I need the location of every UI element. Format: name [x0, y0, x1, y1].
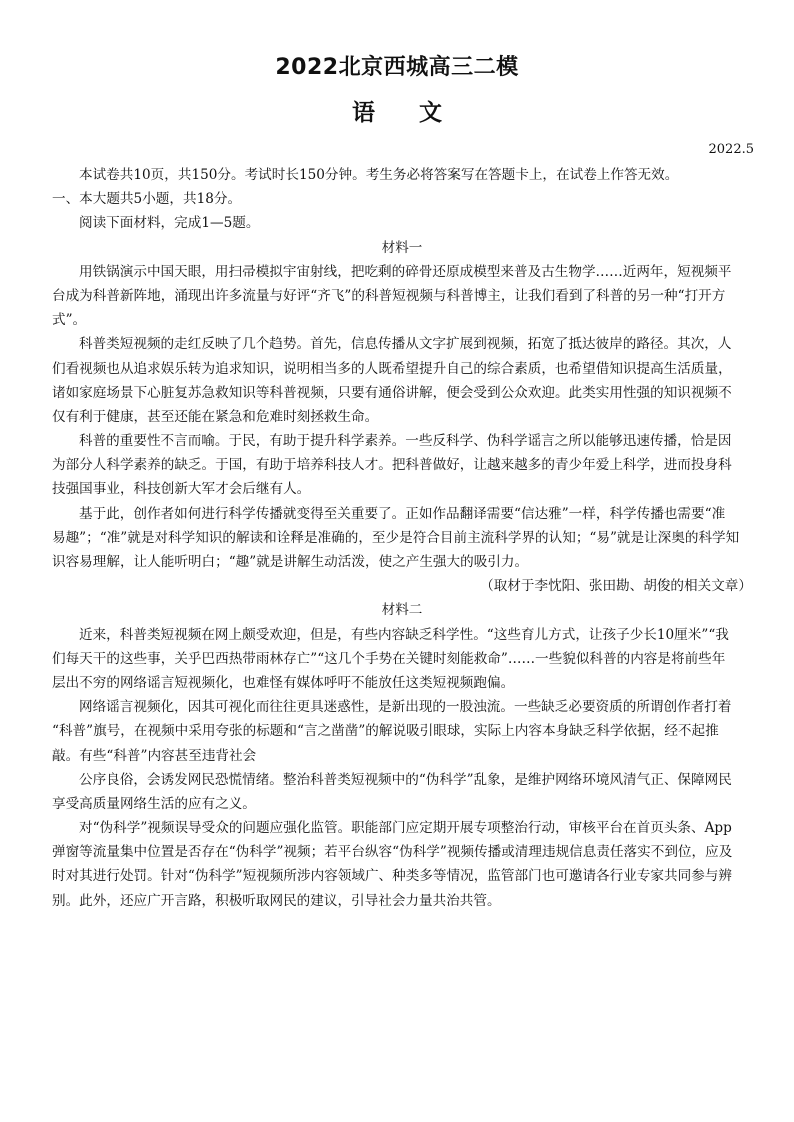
- material-2-line: 网络谣言视频化，因其可视化而往往更具迷惑性，是新出现的一股浊流。一些缺乏必要资质的所谓创作者打着: [79, 699, 732, 716]
- exam-date: 2022.5: [708, 142, 754, 157]
- material-1-line: 用铁锅演示中国天眼，用扫帚模拟宇宙射线，把吃剩的碎骨还原成模型来普及古生物学……近两年，短视频平: [79, 263, 732, 280]
- material-2-line: 敲。有些“科普”内容甚至违背社会: [52, 747, 257, 764]
- material-1-line: 科普类短视频的走红反映了几个趋势。首先，信息传播从文字扩展到视频，拓宽了抵达彼岸的路径。其次，人: [79, 336, 732, 353]
- material-1-line: 识容易理解，让人能听明白；“趣”就是讲解生动活泼，使之产生强大的吸引力。: [52, 554, 529, 570]
- material-2-line: 别。此外，还应广开言路，积极听取网民的建议，引导社会力量共治共管。: [52, 892, 501, 909]
- material-1-line: 易趣”；“准”就是对科学知识的解读和诠释是准确的，至少是符合目前主流科学界的认知；“易”就是让深奥的科学知: [52, 529, 740, 546]
- material-2-line: 近来，科普类短视频在网上颇受欢迎，但是，有些内容缺乏科学性。“这些育儿方式，让孩子少长10厘米”“我: [79, 626, 729, 643]
- reading-prompt: 阅读下面材料，完成1—5题。: [79, 215, 260, 232]
- material-2-line: 享受高质量网络生活的应有之义。: [52, 795, 256, 812]
- material-1-line: 技强国事业，科技创新大军才会后继有人。: [52, 481, 311, 498]
- material-1-line: 诸如家庭场景下心脏复苏急救知识等科普视频，只要有通俗讲解，便会受到公众欢迎。此类实用性强的知识视频不: [52, 384, 732, 401]
- material-2-line: 们每天干的这些事，关乎巴西热带雨林存亡”“这几个手势在关键时刻能救命”……一些貌似科普的内容是将前些年: [52, 650, 726, 667]
- material-1-line: 台成为科普新阵地，涌现出许多流量与好评“齐飞”的科普短视频与科普博主，让我们看到了科普的另一种“打开方: [52, 287, 726, 304]
- material-1-line: 仅有利于健康，甚至还能在紧急和危难时刻拯救生命。: [52, 408, 379, 425]
- exam-note: 本试卷共10页，共150分。考试时长150分钟。考生务必将答案写在答题卡上，在试卷上作答无效。: [79, 167, 679, 183]
- material-2-line: 公序良俗，会诱发网民恐慌情绪。整治科普类短视频中的“伪科学”乱象，是维护网络环境风清气正、保障网民: [79, 771, 732, 788]
- material-1-line: 为部分人科学素养的缺乏。于国，有助于培养科技人才。把科普做好，让越来越多的青少年爱上科学，进而投身科: [52, 457, 732, 474]
- exam-body: [52, 163, 752, 913]
- material-2-line: 对“伪科学”视频误导受众的问题应强化监管。职能部门应定期开展专项整治行动，审核平台在首页头条、App: [79, 820, 732, 837]
- page-title: 2022北京西城高三二模: [275, 55, 519, 80]
- material-2-line: 层出不穷的网络谣言短视频化，也难怪有媒体呼吁不能放任这类短视频跑偏。: [52, 674, 515, 691]
- material-2-line: 弹窗等流量集中位置是否存在“伪科学”视频；若平台纵容“伪科学”视频传播或清理违规信息责任落实不到位，应及: [52, 844, 733, 861]
- subject-title: 语 文: [351, 100, 442, 126]
- material-1-line: 基于此，创作者如何进行科学传播就变得至关重要了。正如作品翻译需要“信达雅”一样，科学传播也需要“准: [79, 505, 726, 522]
- material-1-line: 科普的重要性不言而喻。于民，有助于提升科学素养。一些反科学、伪科学谣言之所以能够迅速传播，恰是因: [79, 433, 732, 450]
- section-heading: 一、本大题共5小题，共18分。: [52, 191, 242, 208]
- material-1-heading: 材料一: [381, 239, 423, 256]
- material-1-line: 们看视频也从追求娱乐转为追求知识，说明相当多的人既希望提升自己的综合素质，也希望借知识提高生活质量，: [52, 360, 732, 377]
- material-2-line: 时对其进行处罚。针对“伪科学”短视频所涉内容领域广、种类多等情况，监管部门也可邀请各行业专家共同参与辨: [52, 868, 732, 885]
- material-1-source: （取材于李忱阳、张田勘、胡俊的相关文章）: [480, 578, 752, 595]
- material-2-line: “科普”旗号，在视频中采用夸张的标题和“言之凿凿”的解说吸引眼球，实际上内容本身缺乏科学依据，经不起推: [52, 723, 719, 740]
- material-2-heading: 材料二: [381, 602, 423, 619]
- material-1-line: 式”。: [52, 312, 87, 329]
